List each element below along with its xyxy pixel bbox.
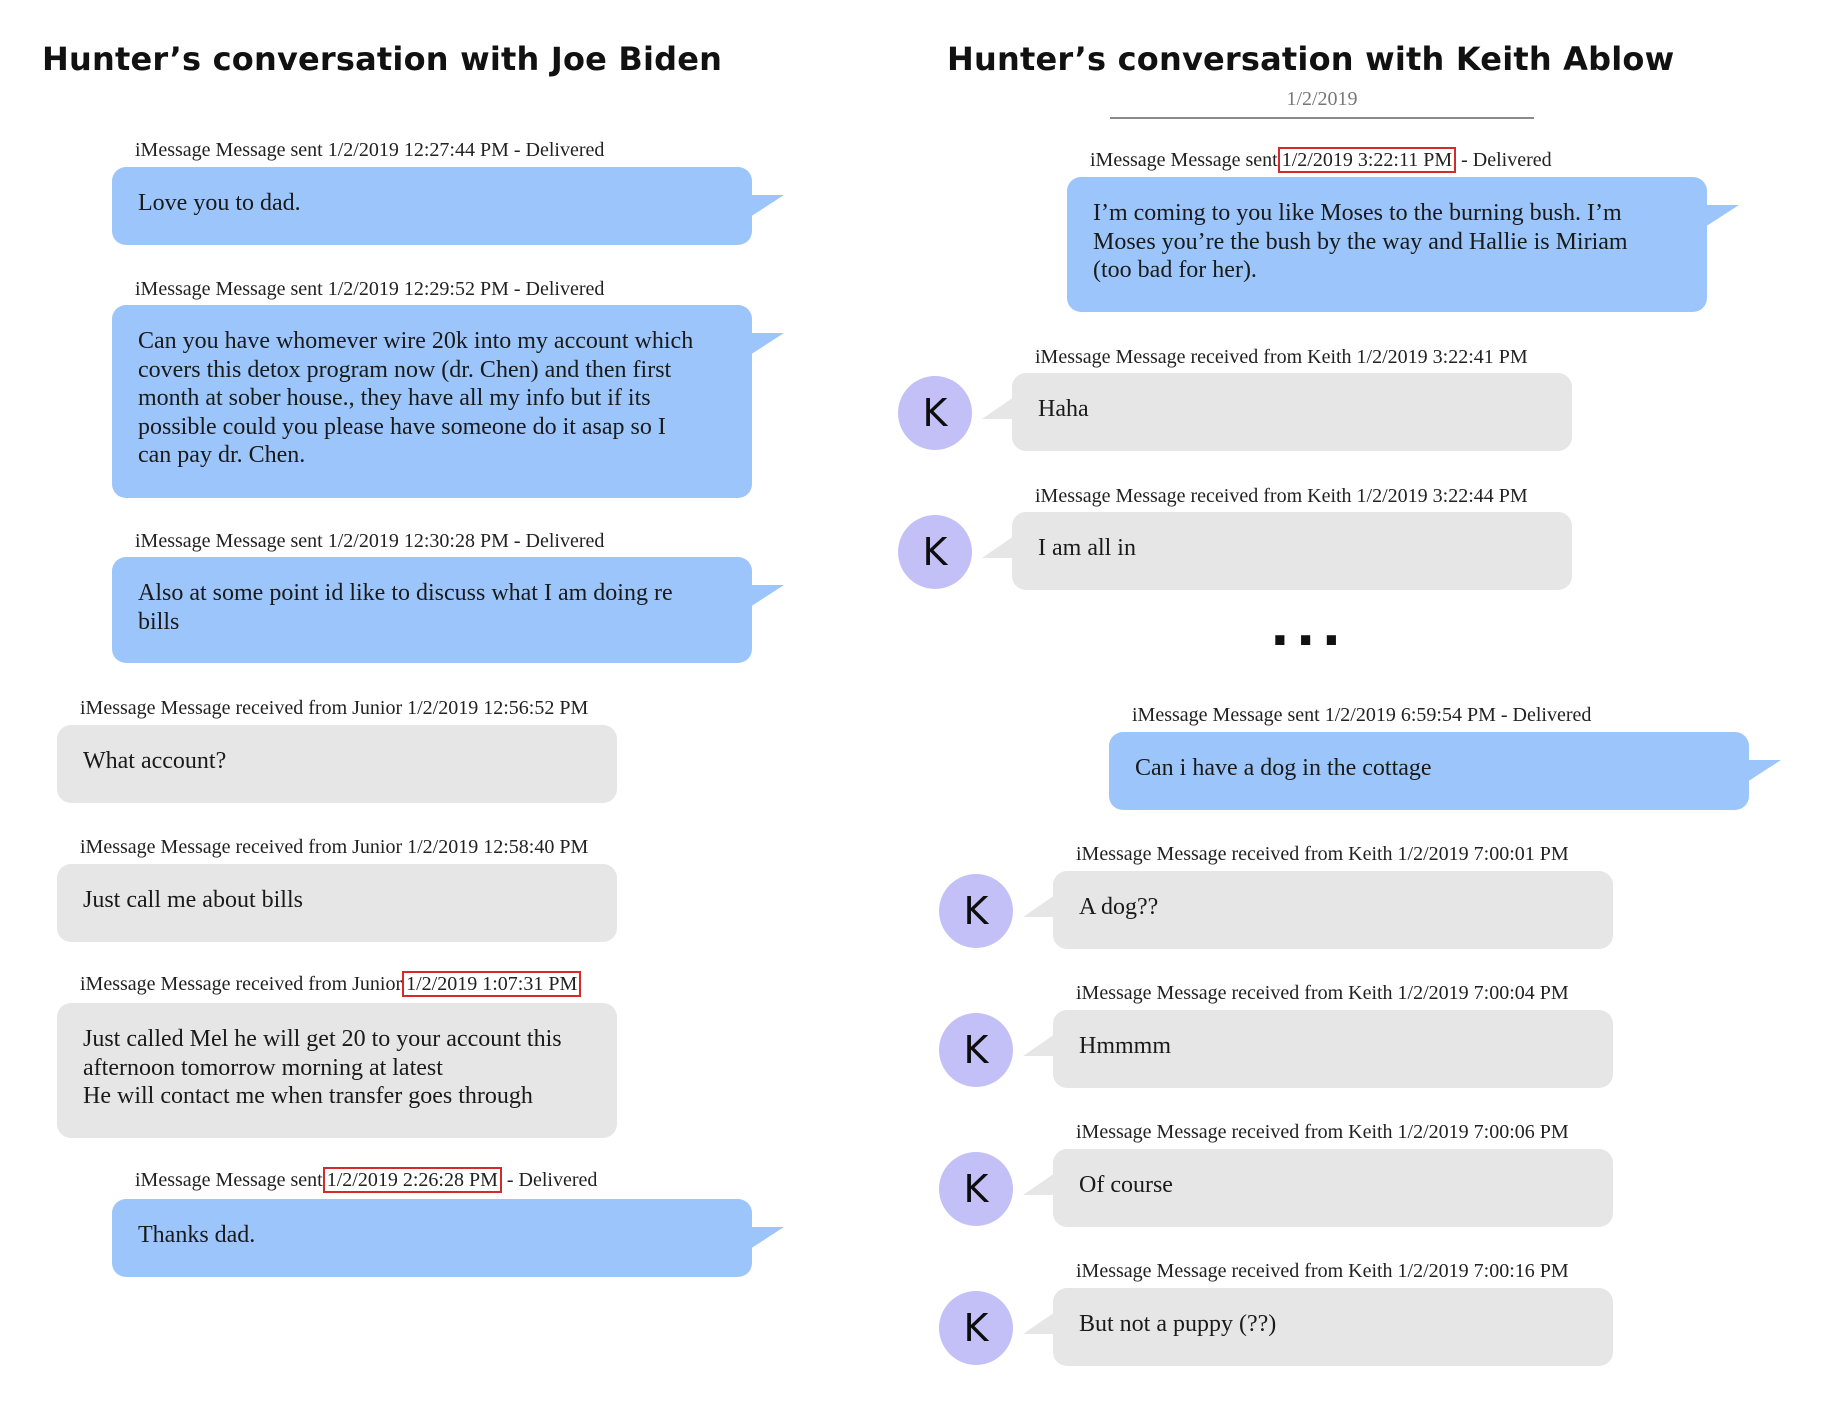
received-message-bubble[interactable] xyxy=(1053,1010,1613,1088)
highlighted-timestamp: 1/2/2019 2:26:28 PM xyxy=(323,1167,502,1193)
sent-message-bubble[interactable] xyxy=(1067,177,1707,312)
sent-message-bubble[interactable] xyxy=(112,1199,752,1277)
meta-prefix: iMessage Message sent xyxy=(1090,149,1278,171)
message-text: A dog?? xyxy=(1079,894,1159,920)
message-meta: iMessage Message received from Keith 1/2/2019 3:22:44 PM xyxy=(1035,485,1528,507)
message-text: Hmmmm xyxy=(1079,1033,1172,1059)
right-panel-title: Hunter’s conversation with Keith Ablow xyxy=(947,40,1675,78)
date-separator: 1/2/2019 xyxy=(1110,88,1534,119)
message-meta: iMessage Message received from Keith 1/2/2019 3:22:41 PM xyxy=(1035,346,1528,368)
omitted-messages-ellipsis: ... xyxy=(1270,598,1348,658)
message-meta: iMessage Message received from Junior 1/2/2019 12:56:52 PM xyxy=(80,697,589,719)
message-text: Haha xyxy=(1038,396,1089,422)
contact-avatar[interactable]: K xyxy=(939,874,1013,948)
contact-avatar[interactable]: K xyxy=(898,515,972,589)
contact-avatar[interactable]: K xyxy=(939,1013,1013,1087)
message-meta: iMessage Message sent 1/2/2019 12:29:52 PM - Delivered xyxy=(135,278,605,300)
message-text: What account? xyxy=(83,748,227,774)
message-text: Just called Mel he will get 20 to your account this afternoon tomorrow morning at latest He will contact me when transfer goes through xyxy=(83,1026,562,1109)
meta-prefix: iMessage Message received from Junior xyxy=(80,973,403,995)
message-text: Love you to dad. xyxy=(138,190,301,216)
highlighted-timestamp: 1/2/2019 3:22:11 PM xyxy=(1278,147,1456,173)
message-meta: iMessage Message received from Keith 1/2/2019 7:00:06 PM xyxy=(1076,1121,1569,1143)
message-meta: iMessage Message sent 1/2/2019 12:27:44 PM - Delivered xyxy=(135,139,605,161)
message-text: Of course xyxy=(1079,1172,1173,1198)
received-message-bubble[interactable] xyxy=(57,864,617,942)
message-text: Can i have a dog in the cottage xyxy=(1135,755,1432,781)
left-panel-title: Hunter’s conversation with Joe Biden xyxy=(42,40,723,78)
received-message-bubble[interactable] xyxy=(57,1003,617,1138)
received-message-bubble[interactable] xyxy=(1053,1149,1613,1227)
meta-suffix: - Delivered xyxy=(506,1169,598,1191)
highlighted-timestamp: 1/2/2019 1:07:31 PM xyxy=(402,971,581,997)
meta-suffix: - Delivered xyxy=(1461,149,1552,171)
sent-message-bubble[interactable] xyxy=(1109,732,1749,810)
message-text: Just call me about bills xyxy=(83,887,303,913)
message-meta: iMessage Message received from Keith 1/2/2019 7:00:01 PM xyxy=(1076,843,1569,865)
message-meta: iMessage Message received from Keith 1/2/2019 7:00:04 PM xyxy=(1076,982,1569,1004)
contact-avatar[interactable]: K xyxy=(898,376,972,450)
meta-prefix: iMessage Message sent xyxy=(135,1169,323,1191)
message-meta xyxy=(1090,148,1552,172)
message-text: I am all in xyxy=(1038,535,1136,561)
message-text: But not a puppy (??) xyxy=(1079,1311,1277,1337)
contact-avatar[interactable]: K xyxy=(939,1152,1013,1226)
message-text: I’m coming to you like Moses to the burning bush. I’m Moses you’re the bush by the way and Hallie is Miriam (too bad for her). xyxy=(1093,200,1628,283)
received-message-bubble[interactable] xyxy=(1012,512,1572,590)
received-message-bubble[interactable] xyxy=(1053,871,1613,949)
message-meta: iMessage Message received from Junior 1/2/2019 12:58:40 PM xyxy=(80,836,589,858)
message-meta xyxy=(80,972,581,996)
message-meta: iMessage Message received from Keith 1/2/2019 7:00:16 PM xyxy=(1076,1260,1569,1282)
message-meta: iMessage Message sent 1/2/2019 12:30:28 PM - Delivered xyxy=(135,530,605,552)
message-text: Can you have whomever wire 20k into my account which covers this detox program now (dr. Chen) and then first month at sober house., they have all my info but if its possible could you please have someone do it asap so I can pay dr. Chen. xyxy=(138,328,694,468)
received-message-bubble[interactable] xyxy=(1012,373,1572,451)
message-meta xyxy=(135,1168,597,1192)
message-text: Thanks dad. xyxy=(138,1222,256,1248)
message-meta: iMessage Message sent 1/2/2019 6:59:54 PM - Delivered xyxy=(1132,704,1592,726)
sent-message-bubble[interactable] xyxy=(112,557,752,663)
sent-message-bubble[interactable] xyxy=(112,305,752,498)
contact-avatar[interactable]: K xyxy=(939,1291,1013,1365)
received-message-bubble[interactable] xyxy=(57,725,617,803)
message-text: Also at some point id like to discuss what I am doing re bills xyxy=(138,580,673,635)
received-message-bubble[interactable] xyxy=(1053,1288,1613,1366)
sent-message-bubble[interactable] xyxy=(112,167,752,245)
